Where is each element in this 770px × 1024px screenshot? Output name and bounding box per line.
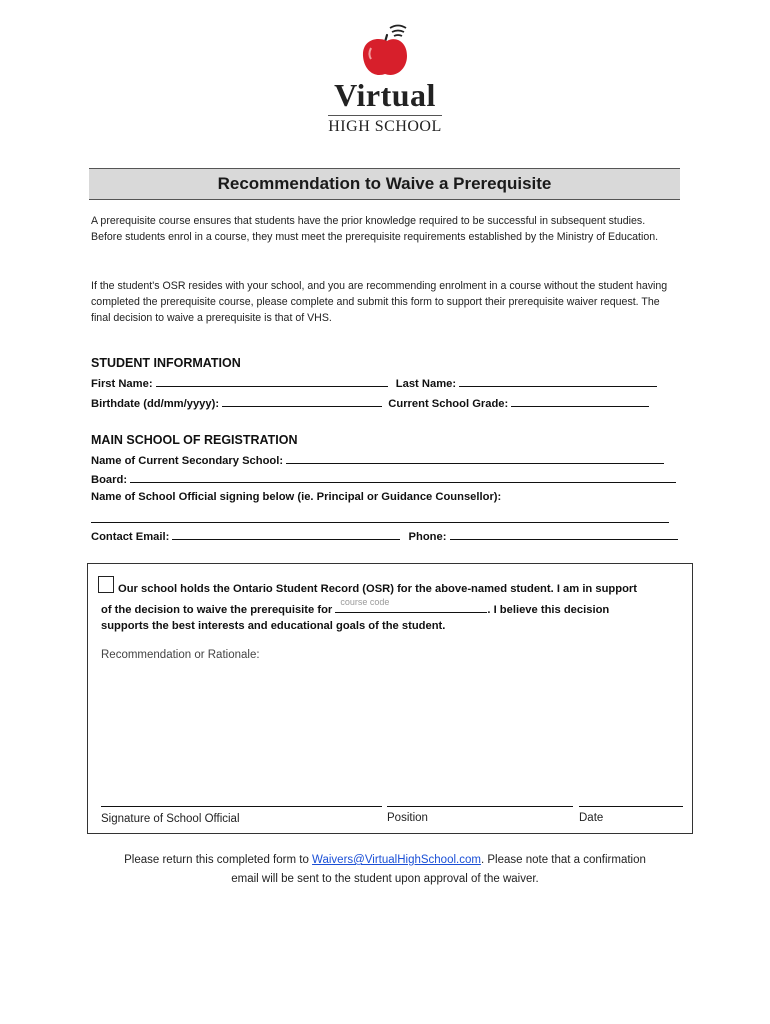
signature-label: Signature of School Official [101, 813, 240, 825]
phone-field[interactable] [450, 529, 678, 540]
first-name-row [91, 376, 657, 390]
student-info-heading: STUDENT INFORMATION [91, 356, 241, 370]
apple-icon [354, 22, 416, 80]
date-label: Date [579, 812, 604, 824]
contact-row [91, 529, 678, 543]
last-name-label: Last Name: [395, 378, 457, 390]
board-field[interactable] [130, 472, 676, 483]
board-row [91, 472, 676, 486]
course-code-placeholder: course code [340, 597, 390, 607]
date-line[interactable] [579, 806, 683, 807]
intro-paragraph-2: If the student's OSR resides with your school, and you are recommending enrolment in a course without the student having completed the prerequisite course, please complete and submit this form to support their prerequisite waiver request. The final decision to waive a prerequisite is that of VHS. [91, 280, 668, 324]
main-school-heading: MAIN SCHOOL OF REGISTRATION [91, 433, 298, 447]
grade-label: Current School Grade: [388, 398, 509, 410]
form-title-bar [89, 168, 680, 200]
signature-line[interactable] [101, 806, 382, 807]
osr-statement-line-3: supports the best interests and educational goals of the student. [101, 620, 446, 632]
logo-divider [328, 115, 442, 116]
osr-confirmation-checkbox[interactable] [98, 576, 114, 593]
first-name-label: First Name: [91, 378, 153, 390]
position-line[interactable] [387, 806, 573, 807]
osr-statement-line-1: Our school holds the Ontario Student Record (OSR) for the above-named student. I am in support [118, 583, 638, 595]
board-label: Board: [91, 474, 128, 486]
footer-text-before: Please return this completed form to [124, 854, 309, 866]
return-instructions [80, 851, 690, 889]
footer-text-after: . Please note that a confirmation [480, 854, 646, 866]
rationale-area[interactable] [101, 666, 681, 796]
phone-label: Phone: [408, 531, 447, 543]
secondary-school-field[interactable] [286, 453, 664, 464]
secondary-school-row [91, 453, 664, 467]
rationale-label: Recommendation or Rationale: [101, 649, 260, 661]
contact-email-field[interactable] [172, 529, 400, 540]
official-name-label: Name of School Official signing below (ie. Principal or Guidance Counsellor): [91, 491, 502, 503]
intro-paragraph-1: A prerequisite course ensures that students have the prior knowledge required to be successful in subsequent studies. Before students enrol in a course, they must meet the prerequisite requirements established by the Ministry of Education. [91, 215, 659, 243]
contact-email-label: Contact Email: [91, 531, 170, 543]
official-name-field[interactable] [91, 522, 669, 523]
waivers-email-link[interactable]: Waivers@VirtualHighSchool.com [312, 854, 481, 866]
waiver-statement-part-a: of the decision to waive the prerequisite for [101, 604, 333, 616]
waiver-statement-part-b: . I believe this decision [487, 604, 610, 616]
grade-field[interactable] [511, 396, 649, 407]
logo-word-virtual: Virtual [334, 77, 436, 113]
vhs-logo [320, 22, 450, 134]
birthdate-row [91, 396, 649, 410]
osr-statement-line-2 [101, 597, 610, 616]
footer-line-2: email will be sent to the student upon approval of the waiver. [231, 873, 539, 885]
birthdate-field[interactable] [222, 396, 382, 407]
course-code-field[interactable] [335, 597, 487, 613]
first-name-field[interactable] [156, 376, 388, 387]
secondary-school-label: Name of Current Secondary School: [91, 455, 284, 467]
form-title: Recommendation to Waive a Prerequisite [217, 174, 552, 193]
birthdate-label: Birthdate (dd/mm/yyyy): [91, 398, 220, 410]
last-name-field[interactable] [459, 376, 657, 387]
logo-word-high-school: HIGH SCHOOL [328, 118, 442, 135]
position-label: Position [387, 812, 428, 824]
